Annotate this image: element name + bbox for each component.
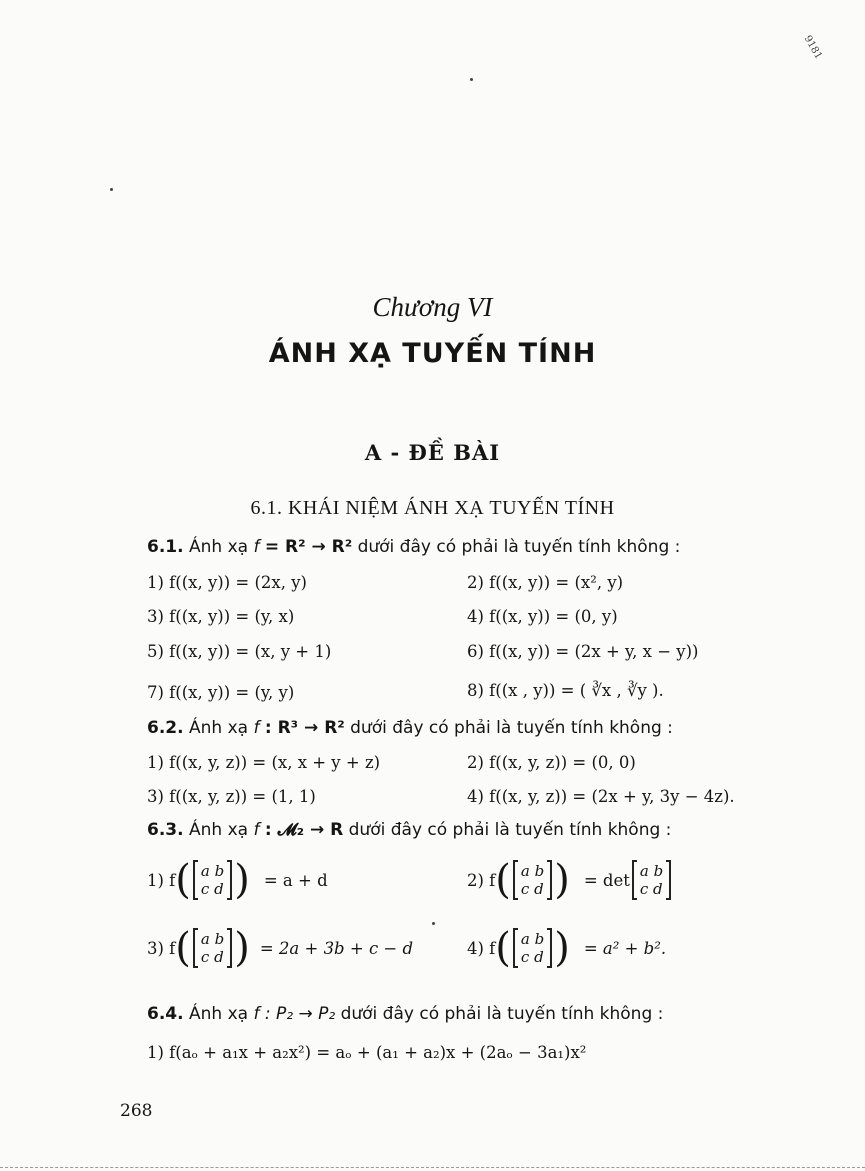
- heading-text: Ánh xạ: [188, 718, 249, 738]
- exercise-6-4-heading: [147, 1004, 663, 1024]
- exercise-number: 6.1.: [147, 537, 184, 557]
- matrix-2x2: a b c d: [513, 861, 552, 899]
- item-rhs: = a² + b².: [583, 938, 667, 958]
- chapter-title: ÁNH XẠ TUYẾN TÍNH: [268, 338, 597, 369]
- mapping-signature: = R² → R²: [264, 537, 353, 557]
- part-title: A - ĐỀ BÀI: [364, 440, 501, 465]
- scan-speck: [432, 922, 435, 925]
- mapping-signature: : 𝓜₂ → R: [264, 820, 344, 840]
- function-symbol: f: [253, 820, 260, 840]
- function-symbol: f: [253, 1004, 260, 1024]
- exercise-6-1-heading: [147, 537, 680, 557]
- item-label: 3) f: [147, 938, 176, 958]
- item-rhs: = a + d: [263, 870, 328, 890]
- ex3-item-4: 4) f ( a b c d ) = a² + b².: [467, 925, 667, 971]
- scan-speck: [110, 188, 113, 191]
- ex1-item-2: 2) f((x, y)) = (x², y): [467, 573, 624, 592]
- det-matrix-2x2: a b c d: [632, 861, 671, 899]
- ex1-item-8: 8) f((x , y)) = ( ∛x , ∛y ).: [467, 681, 664, 700]
- item-rhs: = det: [583, 870, 630, 890]
- ex3-item-2: 2) f ( a b c d ) = det a b c d: [467, 860, 673, 900]
- bottom-rule: [0, 1167, 865, 1169]
- item-rhs: = 2a + 3b + c − d: [259, 938, 414, 958]
- ex1-item-7: 7) f((x, y)) = (y, y): [147, 683, 295, 702]
- ex1-item-1: 1) f((x, y)) = (2x, y): [147, 573, 307, 592]
- ex3-item-3: 3) f ( a b c d ) = 2a + 3b + c − d: [147, 925, 414, 971]
- exercise-6-3-heading: [147, 820, 671, 840]
- ex2-item-4: 4) f((x, y, z)) = (2x + y, 3y − 4z).: [467, 787, 735, 806]
- ex2-item-3: 3) f((x, y, z)) = (1, 1): [147, 787, 316, 806]
- heading-question: dưới đây có phải là tuyến tính không :: [340, 1004, 664, 1024]
- matrix-2x2: a b c d: [193, 861, 232, 899]
- exercise-number: 6.2.: [147, 718, 184, 738]
- heading-question: dưới đây có phải là tuyến tính không :: [357, 537, 681, 557]
- item-label: 2) f: [467, 870, 496, 890]
- exercise-6-2-heading: [147, 718, 673, 738]
- function-symbol: f: [253, 718, 260, 738]
- exercise-number: 6.3.: [147, 820, 184, 840]
- heading-text: Ánh xạ: [188, 1004, 249, 1024]
- heading-question: dưới đây có phải là tuyến tính không :: [350, 718, 673, 738]
- function-symbol: f: [253, 537, 260, 557]
- heading-text: Ánh xạ: [188, 537, 249, 557]
- heading-text: Ánh xạ: [188, 820, 249, 840]
- matrix-2x2: a b c d: [513, 929, 552, 967]
- section-title: 6.1. KHÁI NIỆM ÁNH XẠ TUYẾN TÍNH: [250, 497, 615, 519]
- ex1-item-6: 6) f((x, y)) = (2x + y, x − y)): [467, 642, 699, 661]
- ex1-item-4: 4) f((x, y)) = (0, y): [467, 607, 618, 626]
- page-number: 268: [120, 1101, 153, 1121]
- ex2-item-1: 1) f((x, y, z)) = (x, x + y + z): [147, 753, 381, 772]
- ex1-item-5: 5) f((x, y)) = (x, y + 1): [147, 642, 332, 661]
- scan-speck: [470, 78, 473, 81]
- ex4-item-1: 1) f(aₒ + a₁x + a₂x²) = aₒ + (a₁ + a₂)x + (2aₒ − 3a₁)x²: [147, 1043, 587, 1062]
- matrix-2x2: a b c d: [193, 929, 232, 967]
- corner-mark: 9181: [801, 33, 824, 62]
- ex2-item-2: 2) f((x, y, z)) = (0, 0): [467, 753, 636, 772]
- item-label: 4) f: [467, 938, 496, 958]
- exercise-number: 6.4.: [147, 1004, 184, 1024]
- mapping-signature: : P₂ → P₂: [264, 1004, 336, 1024]
- heading-question: dưới đây có phải là tuyến tính không :: [348, 820, 672, 840]
- mapping-signature: : R³ → R²: [264, 718, 345, 738]
- item-label: 1) f: [147, 870, 176, 890]
- chapter-label: Chương VI: [372, 292, 493, 322]
- ex1-item-3: 3) f((x, y)) = (y, x): [147, 607, 295, 626]
- ex3-item-1: 1) f ( a b c d ) = a + d: [147, 857, 328, 903]
